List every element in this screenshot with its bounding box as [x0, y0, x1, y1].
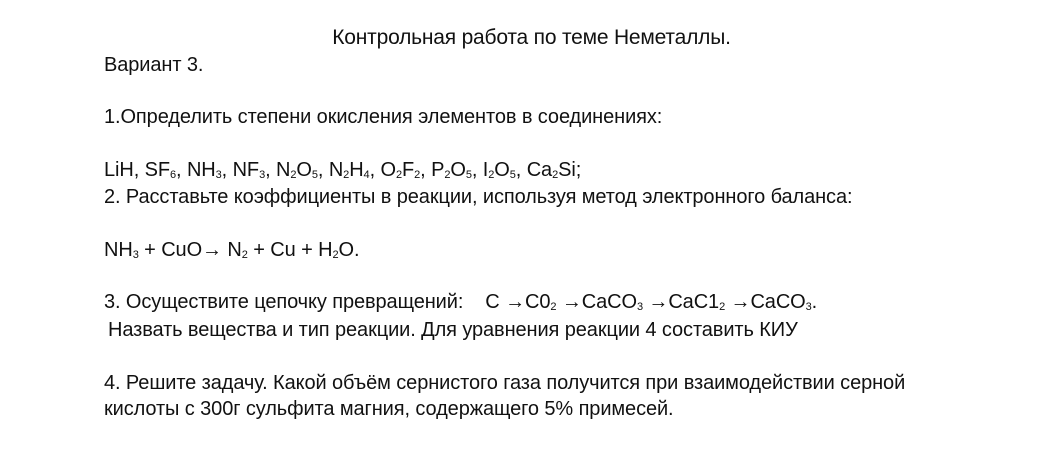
document-title: Контрольная работа по теме Неметаллы. — [332, 26, 731, 49]
task-2-text: 2. Расставьте коэффициенты в реакции, используя метод электронного баланса: — [104, 186, 853, 208]
formula-subscript: 2 — [343, 169, 350, 181]
chain-subscript: 3 — [636, 301, 643, 313]
formula-text: NH — [186, 159, 216, 181]
formula-subscript: 2 — [414, 169, 421, 181]
task-3-chain — [485, 291, 817, 313]
chain-text: →CaC1 — [642, 291, 720, 313]
formula-subscript: 2 — [488, 169, 495, 181]
formula-text: O — [450, 159, 466, 181]
formula-subscript: 2 — [290, 169, 297, 181]
chemical-formula — [104, 159, 134, 181]
formula-subscript: 3 — [259, 169, 266, 181]
formula-subscript: 5 — [311, 169, 318, 181]
chemical-formula — [187, 159, 222, 181]
task-2-reaction — [104, 239, 359, 262]
formula-subscript: 5 — [509, 169, 516, 181]
reaction-text: NH — [104, 239, 133, 261]
chain-text: C →C0 — [485, 291, 551, 313]
formula-subscript: 2 — [552, 169, 559, 181]
chemical-formula — [276, 159, 318, 181]
formula-subscript: 5 — [465, 169, 472, 181]
chemical-formula — [329, 159, 370, 181]
reaction-subscript: 3 — [132, 249, 139, 261]
chemical-formula — [431, 159, 472, 181]
formula-text: Ca — [526, 159, 553, 181]
reaction-subscript: 2 — [332, 249, 339, 261]
variant-label: Вариант 3. — [104, 54, 204, 76]
chain-subscript: 2 — [550, 301, 557, 313]
formula-text: NF — [232, 159, 260, 181]
formula-subscript: 3 — [215, 169, 222, 181]
formula-text: N — [328, 159, 344, 181]
reaction-subscript: 2 — [241, 249, 248, 261]
formula-subscript: 6 — [170, 169, 177, 181]
reaction-text: O. — [338, 239, 360, 261]
chemical-formula — [233, 159, 266, 181]
task-1-formulas: LiH, $SF_6$, $NH_3$, $NF_3$, $N_2O_5$, $N_2H_4$, $O_2F_2$, $P_2O_5$, $I_2O_5$, $Ca_2Si$; — [104, 159, 582, 181]
reaction-text: → N — [202, 239, 242, 261]
formula-text: N — [276, 159, 291, 181]
formula-text: LiH — [104, 159, 134, 181]
formula-text: O — [494, 159, 510, 181]
formula-text: H — [349, 159, 364, 181]
reaction-text: + Cu + H — [247, 239, 333, 261]
chemical-formula — [380, 159, 420, 181]
task-4-line-2: кислоты с 300г сульфита магния, содержащего 5% примесей. — [104, 398, 674, 420]
formula-subscript: 2 — [395, 169, 402, 181]
formula-text: O — [296, 159, 312, 181]
task-3-prompt: 3. Осуществите цепочку превращений: — [104, 291, 464, 313]
formula-text: O — [380, 159, 396, 181]
formula-text: SF — [144, 159, 170, 181]
formula-subscript: 2 — [444, 169, 451, 181]
task-4-line-1: 4. Решите задачу. Какой объём сернистого газа получится при взаимодействии серной — [104, 372, 906, 394]
formula-subscript: 4 — [363, 169, 370, 181]
chain-text: →CaCO — [725, 291, 806, 313]
chemical-formula — [527, 159, 576, 181]
chemical-formula — [483, 159, 516, 181]
task-1-text: 1.Определить степени окисления элементов в соединениях: — [104, 106, 663, 128]
chain-text: →CaCO — [556, 291, 637, 313]
formula-text: P — [431, 159, 445, 181]
formula-text: F — [401, 159, 415, 181]
chemical-formula — [145, 159, 176, 181]
chain-text: . — [811, 291, 818, 313]
formula-text: Si — [558, 159, 576, 181]
chain-subscript: 3 — [805, 301, 812, 313]
chain-subscript: 2 — [719, 301, 726, 313]
formula-text: I — [482, 159, 489, 181]
task-3-instruction: Назвать вещества и тип реакции. Для уравнения реакции 4 составить КИУ — [108, 319, 798, 341]
reaction-text: + CuO — [138, 239, 203, 261]
task-3-text — [104, 291, 817, 314]
